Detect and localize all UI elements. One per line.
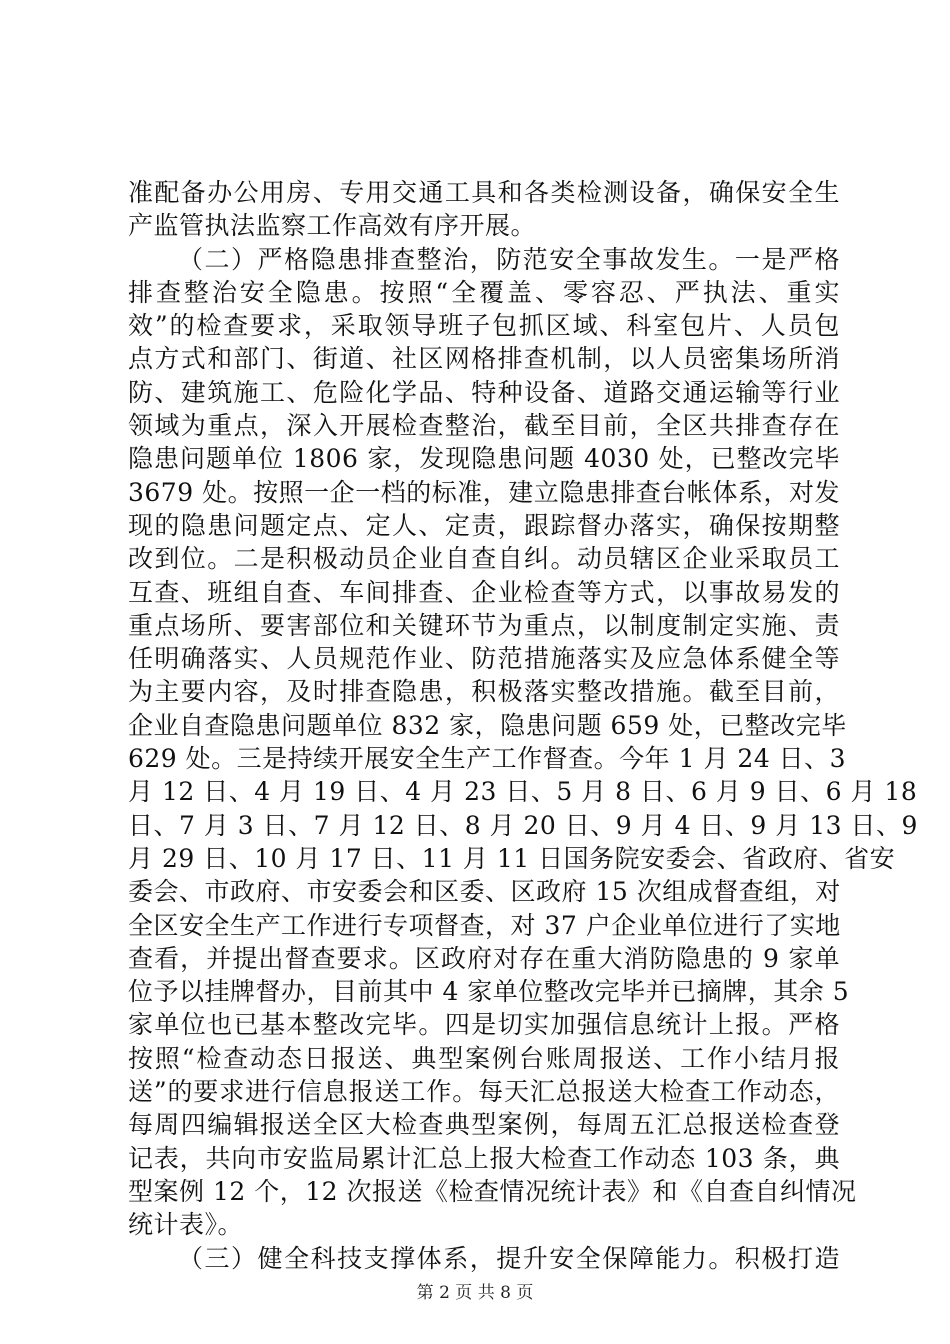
text-line: （三）健全科技支撑体系，提升安全保障能力。积极打造: [178, 1243, 840, 1273]
text-line: 3679 处。按照一企一档的标准，建立隐患排查台帐体系，对发: [128, 477, 840, 507]
text-line: 位予以挂牌督办，目前其中 4 家单位整改完毕并已摘牌，其余 5: [128, 977, 850, 1007]
text-line: 全区安全生产工作进行专项督查，对 37 户企业单位进行了实地: [128, 910, 841, 940]
document-body: [128, 176, 918, 1275]
text-line: 排查整治安全隐患。按照“全覆盖、零容忍、严执法、重实: [128, 277, 840, 307]
page-footer: 第 2 页 共 8 页: [416, 1283, 534, 1303]
text-line: 查看，并提出督查要求。区政府对存在重大消防隐患的 9 家单: [128, 943, 840, 973]
text-line: 记表，共向市安监局累计汇总上报大检查工作动态 103 条，典: [128, 1143, 840, 1173]
text-line: 日、7 月 3 日、7 月 12 日、8 月 20 日、9 月 4 日、9 月 13 日、9: [128, 810, 918, 840]
text-line: （二）严格隐患排查整治，防范安全事故发生。一是严格: [178, 244, 840, 274]
text-line: 企业自查隐患问题单位 832 家，隐患问题 659 处，已整改完毕: [128, 710, 847, 740]
text-line: 隐患问题单位 1806 家，发现隐患问题 4030 处，已整改完毕: [128, 444, 840, 474]
text-line: 委会、市政府、市安委会和区委、区政府 15 次组成督查组，对: [128, 877, 841, 907]
text-line: 重点场所、要害部位和关键环节为重点，以制度制定实施、责: [128, 610, 840, 640]
text-line: 现的隐患问题定点、定人、定责，跟踪督办落实，确保按期整: [128, 510, 840, 540]
text-line: 每周四编辑报送全区大检查典型案例，每周五汇总报送检查登: [128, 1110, 840, 1140]
text-line: 为主要内容，及时排查隐患，积极落实整改措施。截至目前，: [128, 677, 840, 707]
text-line: 629 处。三是持续开展安全生产工作督查。今年 1 月 24 日、3: [128, 744, 847, 774]
text-line: 按照“检查动态日报送、典型案例台账周报送、工作小结月报: [128, 1043, 840, 1073]
text-line: 准配备办公用房、专用交通工具和各类检测设备，确保安全生: [128, 178, 840, 207]
text-line: 型案例 12 个，12 次报送《检查情况统计表》和《自查自纠情况: [128, 1176, 857, 1206]
text-line: 互查、班组自查、车间排查、企业检查等方式，以事故易发的: [128, 577, 840, 607]
text-line: 任明确落实、人员规范作业、防范措施落实及应急体系健全等: [128, 644, 840, 674]
text-line: 月 12 日、4 月 19 日、4 月 23 日、5 月 8 日、6 月 9 日、6 月 18: [128, 777, 918, 807]
text-line: 防、建筑施工、危险化学品、特种设备、道路交通运输等行业: [128, 377, 840, 407]
text-line: 改到位。二是积极动员企业自查自纠。动员辖区企业采取员工: [128, 544, 840, 574]
text-line: 效”的检查要求，采取领导班子包抓区域、科室包片、人员包: [128, 311, 840, 341]
text-line: 统计表》。: [128, 1210, 244, 1240]
text-line: 产监管执法监察工作高效有序开展。: [128, 211, 537, 241]
text-line: 送”的要求进行信息报送工作。每天汇总报送大检查工作动态，: [128, 1077, 840, 1107]
text-line: 家单位也已基本整改完毕。四是切实加强信息统计上报。严格: [128, 1010, 840, 1040]
text-line: 领域为重点，深入开展检查整治，截至目前，全区共排查存在: [128, 411, 840, 441]
text-line: 月 29 日、10 月 17 日、11 月 11 日国务院安委会、省政府、省安: [128, 843, 896, 873]
text-line: 点方式和部门、街道、社区网格排查机制，以人员密集场所消: [128, 344, 840, 374]
